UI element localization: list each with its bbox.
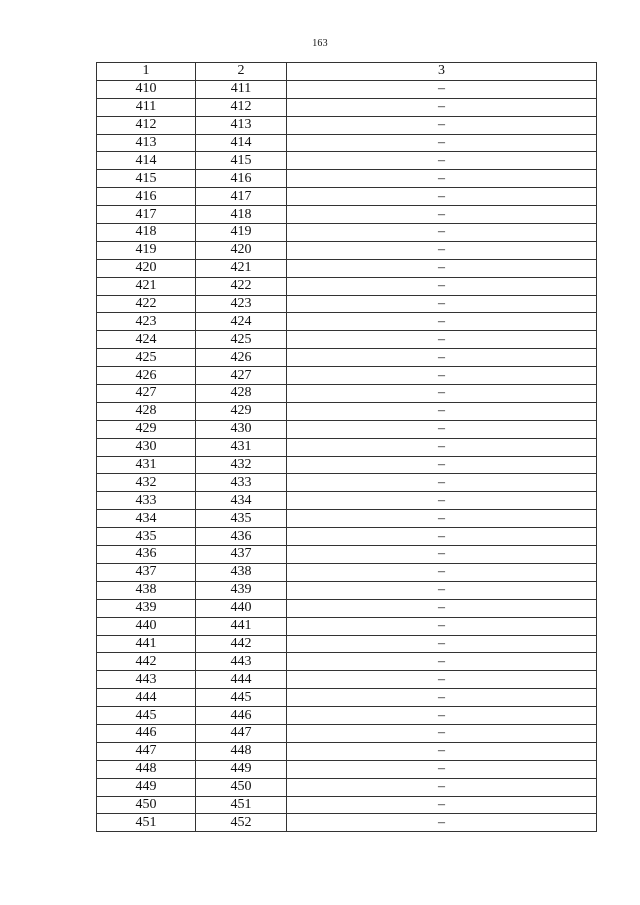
table-cell-col-1: 428	[97, 402, 196, 420]
table-cell-col-2: 449	[196, 760, 287, 778]
table-cell-col-2: 422	[196, 277, 287, 295]
table-cell-col-3: –	[287, 80, 597, 98]
table-cell-col-3: –	[287, 206, 597, 224]
table-cell-col-3: –	[287, 599, 597, 617]
table-row	[97, 581, 597, 599]
table-row	[97, 241, 597, 259]
table-row	[97, 188, 597, 206]
table-cell-col-2: 420	[196, 241, 287, 259]
table-cell-col-2: 443	[196, 653, 287, 671]
table-cell-col-1: 420	[97, 259, 196, 277]
table-cell-col-1: 434	[97, 510, 196, 528]
table-cell-col-1: 448	[97, 760, 196, 778]
table-cell-col-3: –	[287, 456, 597, 474]
table-cell-col-2: 425	[196, 331, 287, 349]
table-cell-col-3: –	[287, 259, 597, 277]
table-cell-col-1: 429	[97, 420, 196, 438]
table-row	[97, 474, 597, 492]
table-cell-col-3: –	[287, 796, 597, 814]
table-row	[97, 349, 597, 367]
table-cell-col-1: 417	[97, 206, 196, 224]
table-cell-col-2: 417	[196, 188, 287, 206]
table-cell-col-3: –	[287, 188, 597, 206]
table-row	[97, 313, 597, 331]
table-row	[97, 152, 597, 170]
table-row	[97, 367, 597, 385]
table-row	[97, 707, 597, 725]
table-row	[97, 796, 597, 814]
table-cell-col-2: 412	[196, 98, 287, 116]
table-cell-col-2: 447	[196, 724, 287, 742]
table-cell-col-3: –	[287, 224, 597, 242]
table-cell-col-3: –	[287, 385, 597, 403]
table-row	[97, 528, 597, 546]
table-cell-col-2: 444	[196, 671, 287, 689]
table-cell-col-3: –	[287, 671, 597, 689]
table-cell-col-2: 432	[196, 456, 287, 474]
table-row	[97, 742, 597, 760]
table-cell-col-1: 441	[97, 635, 196, 653]
table-row	[97, 206, 597, 224]
table-cell-col-2: 424	[196, 313, 287, 331]
table-cell-col-1: 436	[97, 546, 196, 564]
table-cell-col-2: 452	[196, 814, 287, 832]
table-cell-col-1: 426	[97, 367, 196, 385]
table-row	[97, 456, 597, 474]
table-cell-col-2: 416	[196, 170, 287, 188]
table-cell-col-3: –	[287, 581, 597, 599]
table-cell-col-2: 442	[196, 635, 287, 653]
table-cell-col-3: –	[287, 742, 597, 760]
table-cell-col-3: –	[287, 653, 597, 671]
table-cell-col-2: 429	[196, 402, 287, 420]
table-cell-col-1: 427	[97, 385, 196, 403]
data-table	[96, 62, 597, 832]
table-cell-col-3: –	[287, 707, 597, 725]
table-cell-col-1: 422	[97, 295, 196, 313]
table-cell-col-2: 411	[196, 80, 287, 98]
table-cell-col-3: –	[287, 116, 597, 134]
table-header-row	[97, 63, 597, 81]
table-cell-col-2: 414	[196, 134, 287, 152]
table-cell-col-3: –	[287, 402, 597, 420]
table-row	[97, 331, 597, 349]
table-row	[97, 385, 597, 403]
table-row	[97, 170, 597, 188]
table-cell-col-2: 445	[196, 689, 287, 707]
table-cell-col-3: –	[287, 474, 597, 492]
table-row	[97, 98, 597, 116]
table-cell-col-2: 426	[196, 349, 287, 367]
table-cell-col-2: 451	[196, 796, 287, 814]
table-cell-col-2: 435	[196, 510, 287, 528]
table-cell-col-1: 439	[97, 599, 196, 617]
table-row	[97, 671, 597, 689]
table-cell-col-1: 440	[97, 617, 196, 635]
table-cell-col-1: 416	[97, 188, 196, 206]
table-cell-col-3: –	[287, 349, 597, 367]
table-cell-col-1: 423	[97, 313, 196, 331]
table-cell-col-2: 431	[196, 438, 287, 456]
table-cell-col-3: –	[287, 814, 597, 832]
table-cell-col-2: 450	[196, 778, 287, 796]
table-cell-col-3: –	[287, 438, 597, 456]
table-cell-col-2: 433	[196, 474, 287, 492]
table-cell-col-2: 436	[196, 528, 287, 546]
column-header-1: 1	[97, 63, 196, 81]
table-cell-col-2: 419	[196, 224, 287, 242]
table-cell-col-2: 427	[196, 367, 287, 385]
table-cell-col-3: –	[287, 134, 597, 152]
table-body	[97, 80, 597, 831]
table-row	[97, 259, 597, 277]
table-cell-col-3: –	[287, 313, 597, 331]
table-cell-col-2: 423	[196, 295, 287, 313]
table-row	[97, 546, 597, 564]
table-cell-col-2: 428	[196, 385, 287, 403]
table-cell-col-1: 451	[97, 814, 196, 832]
table-cell-col-1: 432	[97, 474, 196, 492]
table-cell-col-2: 438	[196, 563, 287, 581]
table-cell-col-3: –	[287, 546, 597, 564]
table-cell-col-1: 424	[97, 331, 196, 349]
table-row	[97, 438, 597, 456]
table-cell-col-1: 410	[97, 80, 196, 98]
table-row	[97, 224, 597, 242]
table-cell-col-3: –	[287, 617, 597, 635]
table-cell-col-2: 415	[196, 152, 287, 170]
table-cell-col-2: 421	[196, 259, 287, 277]
table-cell-col-3: –	[287, 367, 597, 385]
table-cell-col-1: 442	[97, 653, 196, 671]
table-row	[97, 402, 597, 420]
table-row	[97, 492, 597, 510]
table-cell-col-1: 415	[97, 170, 196, 188]
table-cell-col-3: –	[287, 778, 597, 796]
table-row	[97, 689, 597, 707]
table-cell-col-3: –	[287, 420, 597, 438]
table-cell-col-3: –	[287, 277, 597, 295]
table-cell-col-1: 450	[97, 796, 196, 814]
table-row	[97, 635, 597, 653]
table-cell-col-2: 437	[196, 546, 287, 564]
table-row	[97, 760, 597, 778]
table-cell-col-1: 443	[97, 671, 196, 689]
table-cell-col-3: –	[287, 331, 597, 349]
table-cell-col-2: 439	[196, 581, 287, 599]
table-cell-col-1: 431	[97, 456, 196, 474]
table-row	[97, 80, 597, 98]
table-cell-col-3: –	[287, 528, 597, 546]
table-cell-col-3: –	[287, 295, 597, 313]
table-cell-col-2: 441	[196, 617, 287, 635]
table-cell-col-1: 421	[97, 277, 196, 295]
table-cell-col-3: –	[287, 98, 597, 116]
table-row	[97, 724, 597, 742]
column-header-2: 2	[196, 63, 287, 81]
table-row	[97, 617, 597, 635]
table-cell-col-1: 425	[97, 349, 196, 367]
table-row	[97, 295, 597, 313]
table-cell-col-3: –	[287, 241, 597, 259]
table-cell-col-1: 414	[97, 152, 196, 170]
table-cell-col-3: –	[287, 170, 597, 188]
table-cell-col-2: 434	[196, 492, 287, 510]
table-cell-col-1: 435	[97, 528, 196, 546]
table-cell-col-2: 413	[196, 116, 287, 134]
table-cell-col-1: 430	[97, 438, 196, 456]
table-cell-col-2: 440	[196, 599, 287, 617]
table-cell-col-3: –	[287, 635, 597, 653]
table-cell-col-1: 412	[97, 116, 196, 134]
table-row	[97, 599, 597, 617]
table-cell-col-1: 411	[97, 98, 196, 116]
table-row	[97, 277, 597, 295]
table-cell-col-1: 445	[97, 707, 196, 725]
table-cell-col-1: 418	[97, 224, 196, 242]
table-row	[97, 778, 597, 796]
table-row	[97, 563, 597, 581]
table-cell-col-3: –	[287, 724, 597, 742]
table-cell-col-3: –	[287, 510, 597, 528]
table-row	[97, 510, 597, 528]
table-cell-col-1: 413	[97, 134, 196, 152]
table-row	[97, 116, 597, 134]
table-cell-col-3: –	[287, 563, 597, 581]
table-cell-col-3: –	[287, 760, 597, 778]
table-cell-col-1: 446	[97, 724, 196, 742]
table-cell-col-2: 448	[196, 742, 287, 760]
table-cell-col-1: 419	[97, 241, 196, 259]
table-row	[97, 420, 597, 438]
table-cell-col-2: 430	[196, 420, 287, 438]
table-cell-col-2: 446	[196, 707, 287, 725]
table-cell-col-1: 438	[97, 581, 196, 599]
table-cell-col-1: 449	[97, 778, 196, 796]
table-cell-col-3: –	[287, 152, 597, 170]
table-row	[97, 653, 597, 671]
table-cell-col-1: 437	[97, 563, 196, 581]
table-row	[97, 814, 597, 832]
column-header-3: 3	[287, 63, 597, 81]
table-cell-col-2: 418	[196, 206, 287, 224]
table-cell-col-1: 444	[97, 689, 196, 707]
table-row	[97, 134, 597, 152]
table-cell-col-1: 433	[97, 492, 196, 510]
table-cell-col-3: –	[287, 492, 597, 510]
table-cell-col-3: –	[287, 689, 597, 707]
page-number: 163	[312, 38, 328, 49]
table-cell-col-1: 447	[97, 742, 196, 760]
